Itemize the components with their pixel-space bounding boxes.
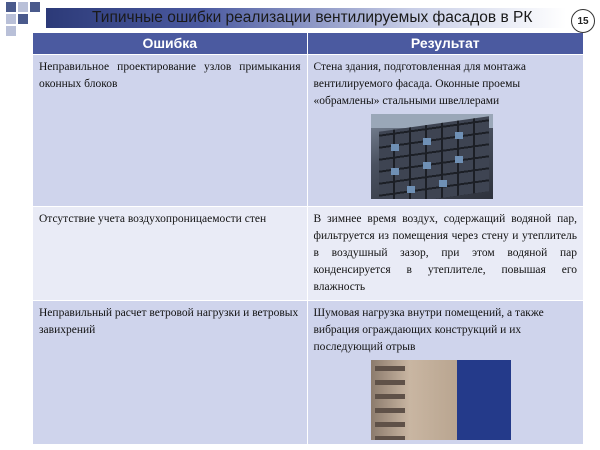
result-cell: [307, 54, 583, 206]
table-row: [33, 206, 583, 300]
error-cell: Неправильное проектирование узлов примыкания оконных блоков: [33, 54, 307, 206]
errors-table: [33, 33, 583, 444]
error-cell: Отсутствие учета воздухопроницаемости стен: [33, 206, 307, 300]
column-header-result: Результат: [307, 33, 583, 54]
result-cell: В зимнее время воздух, содержащий водяной пар, фильтруется из помещения через стену и утеплитель в воздушный зазор, при этом водяной пар конденсируется в утеплителе, повышая его влажность: [307, 206, 583, 300]
page-number: 15: [571, 9, 595, 33]
result-text: Шумовая нагрузка внутри помещений, а также вибрация ограждающих конструкций и их последующий отрыв: [313, 306, 544, 353]
table-row: [33, 54, 583, 206]
result-cell: [307, 300, 583, 444]
table-row: [33, 300, 583, 444]
column-header-error: Ошибка: [33, 33, 307, 54]
high-rise-building-photo: [371, 360, 511, 440]
error-cell: Неправильный расчет ветровой нагрузки и ветровых завихрений: [33, 300, 307, 444]
result-text: Стена здания, подготовленная для монтажа вентилируемого фасада. Оконные проемы «обрамлены» стальными швеллерами: [313, 60, 526, 107]
building-facade-photo: [371, 114, 493, 199]
slide-title: Типичные ошибки реализации вентилируемых фасадов в РК: [92, 9, 533, 26]
table-header-row: [33, 33, 583, 54]
